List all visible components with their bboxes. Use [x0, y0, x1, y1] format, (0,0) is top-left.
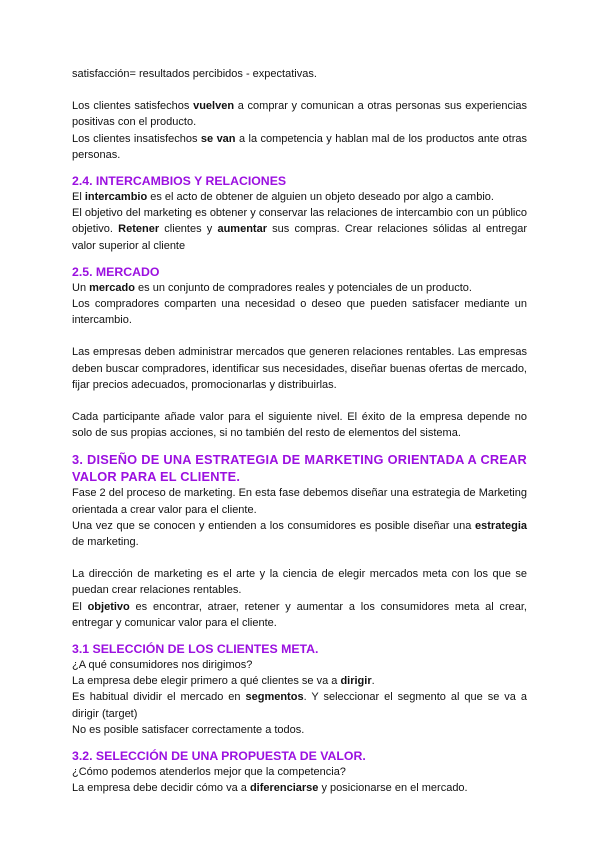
heading-diseno-estrategia: 3. DISEÑO DE UNA ESTRATEGIA DE MARKETING ORIENTADA A CREAR VALOR PARA EL CLIENTE.: [72, 452, 527, 485]
text-run: Un: [72, 281, 90, 294]
heading-propuesta-valor: 3.2. SELECCIÓN DE UNA PROPUESTA DE VALOR.: [72, 749, 366, 764]
question-competencia: ¿Cómo podemos atenderlos mejor que la competencia?: [72, 766, 346, 779]
satisfied-clients-paragraph: [72, 98, 527, 130]
bold-term: intercambio: [84, 191, 148, 204]
participante-paragraph: Cada participante añade valor para el siguiente nivel. El éxito de la empresa depende no solo de sus propias acciones, si no también del resto de elementos del sistema.: [72, 411, 527, 440]
text-run: a la competencia y hablan mal de los productos ante otras personas.: [72, 132, 527, 161]
text-run: es el acto de obtener de alguien un objeto deseado por algo a cambio.: [147, 191, 494, 204]
dissatisfied-clients-paragraph: [72, 131, 527, 163]
bold-term: aumentar: [217, 223, 267, 236]
text-run: a comprar y comunican a otras personas sus experiencias positivas con el producto.: [72, 100, 527, 129]
text-run: Una vez que se conocen y entienden a los consumidores es posible diseñar una: [72, 519, 476, 532]
text-run: La empresa debe elegir primero a qué clientes se va a: [72, 675, 341, 688]
satisfaction-formula: satisfacción= resultados percibidos - expectativas.: [72, 68, 317, 80]
text-run: Los clientes insatisfechos: [72, 132, 201, 145]
fase-paragraph: Fase 2 del proceso de marketing. En esta fase debemos diseñar una estrategia de Marketing orientada a crear valor para el cliente.: [72, 487, 527, 516]
text-run: El: [72, 600, 88, 613]
bold-term: vuelven: [193, 100, 235, 113]
heading-mercado: 2.5. MERCADO: [72, 264, 160, 279]
text-run: .: [371, 675, 375, 688]
text-run: El: [72, 191, 85, 204]
bold-term: dirigir: [340, 675, 372, 688]
empresas-paragraph: Las empresas deben administrar mercados que generen relaciones rentables. Las empresas deben buscar compradores, identificar sus necesidades, diseñar buenas ofertas de mercado, fijar precios adecuados, promocionarlas y distribuirlas.: [72, 346, 527, 391]
text-run: es encontrar, atraer, retener y aumentar a los consumidores meta al crear, entregar y comunicar valor para el cliente.: [72, 600, 527, 629]
text-run: sus compras. Crear relaciones sólidas al entregar valor superior al cliente: [72, 223, 527, 252]
direccion-paragraph: La dirección de marketing es el arte y la ciencia de elegir mercados meta con los que se puedan crear relaciones rentables.: [72, 568, 527, 597]
estrategia-paragraph: [72, 518, 527, 550]
bold-term: mercado: [89, 281, 135, 294]
bold-term: objetivo: [87, 600, 130, 613]
segmentos-paragraph: [72, 689, 527, 721]
text-run: Es habitual dividir el mercado en: [72, 691, 246, 704]
text-run: . Y seleccionar el segmento al que se va a dirigir (target): [72, 691, 528, 720]
text-run: Los clientes satisfechos: [72, 100, 194, 113]
diferenciarse-paragraph: [72, 780, 527, 796]
objetivo-paragraph: [72, 599, 527, 631]
bold-term: Retener: [118, 223, 160, 236]
text-run: clientes y: [159, 223, 218, 236]
text-run: El objetivo del marketing es obtener y conservar las relaciones de intercambio con un público objetivo.: [72, 207, 527, 236]
no-posible-paragraph: No es posible satisfacer correctamente a todos.: [72, 723, 305, 736]
bold-term: segmentos: [245, 691, 304, 704]
dirigir-paragraph: [72, 673, 527, 689]
heading-seleccion-clientes: 3.1 SELECCIÓN DE LOS CLIENTES META.: [72, 642, 319, 657]
text-run: La empresa debe decidir cómo va a: [72, 782, 250, 795]
marketing-objective-paragraph: [72, 205, 527, 254]
text-run: de marketing.: [72, 536, 139, 549]
question-consumidores: ¿A qué consumidores nos dirigimos?: [72, 659, 253, 672]
intercambio-definition: [72, 189, 527, 205]
bold-term: diferenciarse: [249, 782, 319, 795]
mercado-definition: [72, 280, 527, 296]
bold-term: se van: [200, 132, 236, 145]
heading-intercambios: 2.4. INTERCAMBIOS Y RELACIONES: [72, 174, 287, 189]
bold-term: estrategia: [475, 519, 527, 532]
text-run: y posicionarse en el mercado.: [318, 782, 468, 795]
compradores-paragraph: Los compradores comparten una necesidad o deseo que pueden satisfacer mediante un intercambio.: [72, 298, 527, 327]
text-run: es un conjunto de compradores reales y potenciales de un producto.: [134, 281, 472, 294]
document-page: [72, 66, 527, 797]
